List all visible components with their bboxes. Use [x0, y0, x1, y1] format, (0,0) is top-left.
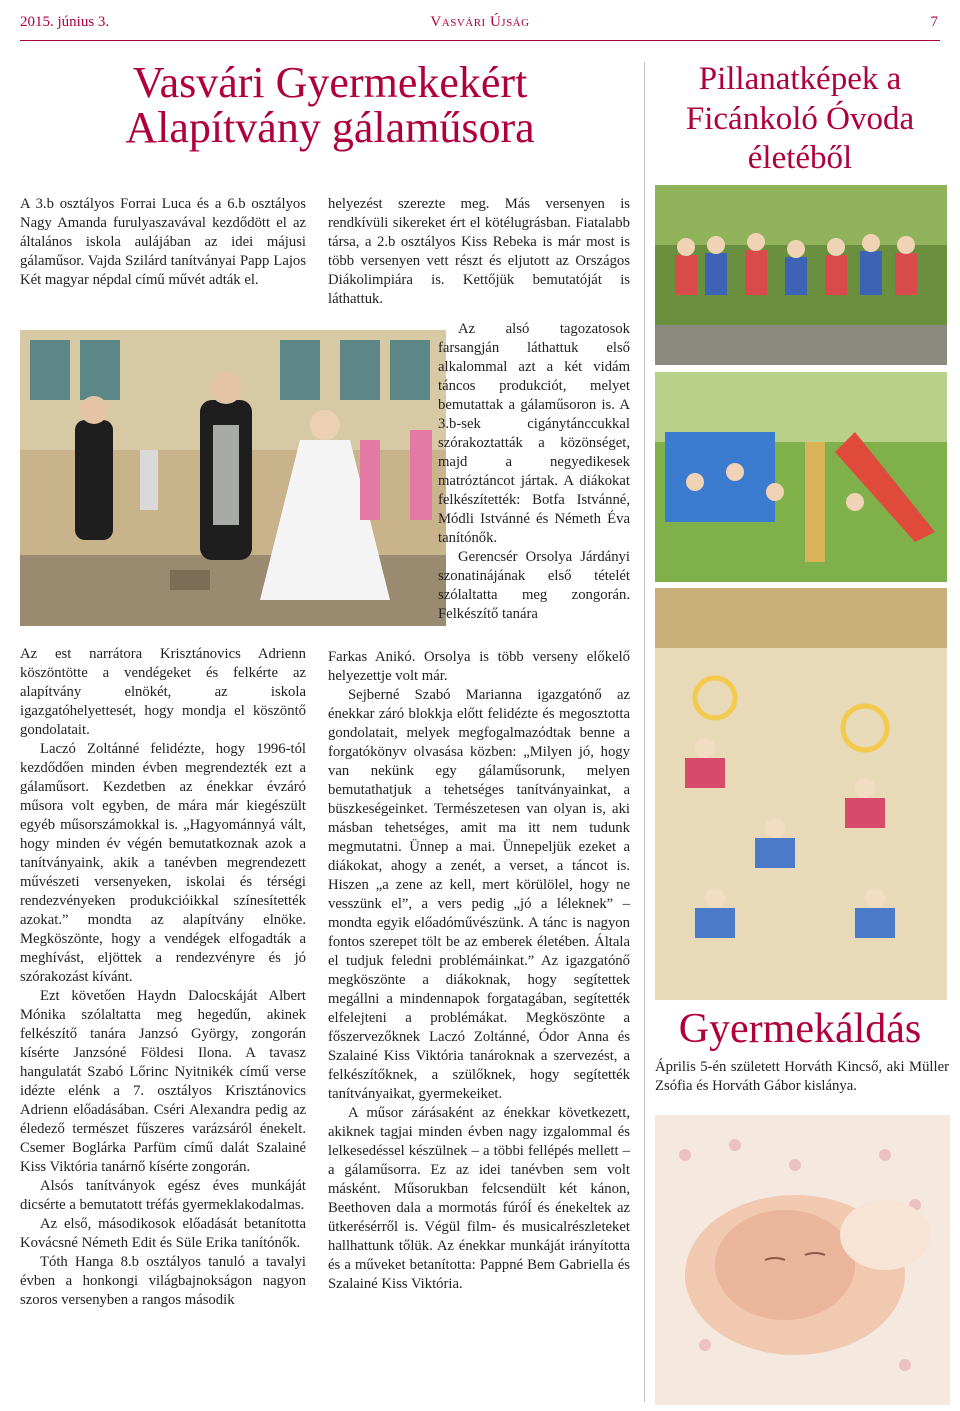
sidebar-title-line3: életéből — [747, 140, 853, 177]
main-article-title — [20, 60, 640, 151]
c1-p3: Ezt követően Haydn Dalocskáját Albert Mónika szólaltatta meg hegedűn, akinek felkészítő tanára Janzsó György, zongorán kísérte Janzsóné Földesi Ilona. A tavasz hangulatát Szabó Lőrinc Nyitnikék című verse idézte elénk a 7. osztályos Krisztánovics Adrienn előadásában. Cséri Alexandra pedig az éledező természet fűszeres varázsáról énekelt. Csemer Boglárka Parfüm című dalát Szalainé Kiss Viktória tanárnő kísérte zongorán. — [20, 988, 306, 1175]
c2-p1: Sejberné Szabó Marianna igazgatónő az énekkar záró blokkja előtt felidézte és megosztotta gondolatait, melyek megfogalmazódtak benne a forgatókönyv olvasása közben: „Milyen jó, hogy van nekünk egy gálaműsorunk, melyen bemutathatjuk a tehetséges tanítványainkat, a büszkeségeinket. Természetesen van olyan is, aki másban tehetséges, amit ma itt nem tudunk megmutatni. Ünnep a mai. Ünnepeljük ezeket a diákokat, ahogy a zenét, a verset, a táncot is. Hiszen „a zene az kell, mert körülölel, hogy ne vesszünk el”, a vers pedig „jó a léleknek” – mondta egyik előadóművészünk. A tánc is nagyon fontos szerepet tölt be az emberek életében. Általa el tudjuk feledni problémáinkat.” Az igazgatónő megköszönte a diákoknak, hogy segítettek megállni a mindennapok forgatagában, segítették elfelejteni a problémákat. Megköszönte a főszervezőknek Laczó Zoltánné, Ódor Anna és Szalainé Kiss Viktória tanároknak a szervezést, a felkészítőknek, a szülőknek, hogy segítették tanítványaikat, gyermekeiket. — [328, 687, 630, 1102]
intro-paragraph: A 3.b osztályos Forrai Luca és a 6.b osztályos Nagy Amanda furulyaszavával kezdődött el az általános iskola aulájában az idei májusi gálaműsor. Vajda Szilárd tanítványai Papp Lajos Két magyar népdal című művét adták el. — [20, 196, 306, 288]
c2-inset-p1: Az alsó tagozatosok farsangján láthattuk első alkalommal azt a két vidám táncos produkciót, melyet bemutattak a gálaműsoron is. A 3.b-sek cigánytánccukkal szórakoztatták a közönséget, majd a negyedikesek matróztáncot jártak. A diákokat felkészítették: Botfa Istvánné, Módli Istvánné és Németh Éva tanítónők. — [438, 321, 630, 546]
c1-p5: Az első, másodikosok előadását betanította Kovácsné Németh Edit és Süle Erika tanítónők. — [20, 1216, 306, 1251]
sidebar-title-line2: Ficánkoló Óvoda — [685, 100, 915, 137]
sidebar-title — [650, 60, 950, 179]
column2-inset — [438, 320, 630, 624]
header-rule — [20, 40, 940, 41]
newspaper-name: Vasvári Újság — [430, 14, 530, 30]
c1-p1: Az est narrátora Krisztánovics Adrienn köszöntötte a vendégeket és felkérte az alapítvány elnökét, az iskola igazgatóhelyettesét, hogy mondja el köszöntő gondolatait. — [20, 646, 306, 738]
column2-top: helyezést szerezte meg. Más versenyen is rendkívüli sikereket ért el kötélugrásban. Fiatalabb társa, a 2.b osztályos Kiss Rebeka is már most is több versenyen vett részt és eljutott az Országos Diákolimpiára is. Kettőjük bemutatóját is láthattuk. — [328, 196, 630, 307]
playground-photo — [655, 372, 947, 582]
sidebar-divider — [644, 62, 645, 1402]
issue-date: 2015. június 3. — [20, 14, 110, 30]
c2-inset-p2: Gerencsér Orsolya Járdányi szonatinájának első tételét szólaltatta meg zongorán. Felkészítő tanára — [438, 549, 630, 622]
column1-body — [20, 645, 306, 1310]
newborn-photo — [655, 1115, 950, 1405]
c1-p4: Alsós tanítványok egész éves munkáját dicsérte a bemutatott tréfás gyermeklakodalmas. — [20, 1178, 306, 1213]
page-number: 7 — [930, 14, 938, 30]
main-title-line1: Vasvári Gyermekekért — [132, 58, 528, 107]
kindergarten-group-photo — [655, 185, 947, 365]
c1-p2: Laczó Zoltánné felidézte, hogy 1996-tól kezdődően minden évben megrendezték ezt a gálaműsort. Kezdetben az énekkar évzáró műsora volt egyben, de mára már kiegészült egyéb műsorszámokkal is. „Hagyománnyá vált, hogy minden év végén bemutatkoznak azok a tanítványaink, akik a tanévben megrendezett művészeti versenyeken, iskolai és térségi rendezvényeken produkcióikkal színesítették azokat.” mondta az alapítvány elnöke. Megköszönte, hogy a vendégek elfogadták a meghívást, eljöttek a rendezvényre és jó szórakozást kívánt. — [20, 741, 306, 985]
sidebar-title-line1: Pillanatképek a — [698, 61, 902, 97]
column2-body — [328, 648, 630, 1294]
c1-p6: Tóth Hanga 8.b osztályos tanuló a tavalyi évben a honkongi világbajnokságon nagyon szoros versenyben a rangos második — [20, 1254, 306, 1308]
baby-announcement-title: Gyermekáldás — [678, 1006, 922, 1052]
main-title-line2: Alapítvány gálaműsora — [125, 103, 535, 153]
c2-after: Farkas Anikó. Orsolya is több verseny előkelő helyezettje volt már. — [328, 649, 630, 684]
baby-announcement-text: Április 5-én született Horváth Kincső, aki Müller Zsófia és Horváth Gábor kislánya. — [655, 1059, 949, 1094]
c2-p2: A műsor zárásaként az énekkar következett, akiknek tagjai minden évben nagy izgalommal és lelkesedéssel készülnek – a többi fellépés mellett – a gálaműsorra. Ez az idei tanévben sem volt másként. Műsorukban felcsendült két kánon, Beethoven dala a mormotás fúróÍ és énekeltek az ütkerésérről is. Végül film- és musicalrészleteket hallhattunk tőlük. Az énekkar munkáját irányította és a műveket betanította: Pappné Bem Gabriella és Szalainé Kiss Viktória. — [328, 1105, 630, 1292]
gym-exercise-photo — [655, 588, 947, 1000]
gala-stage-photo — [20, 330, 446, 626]
